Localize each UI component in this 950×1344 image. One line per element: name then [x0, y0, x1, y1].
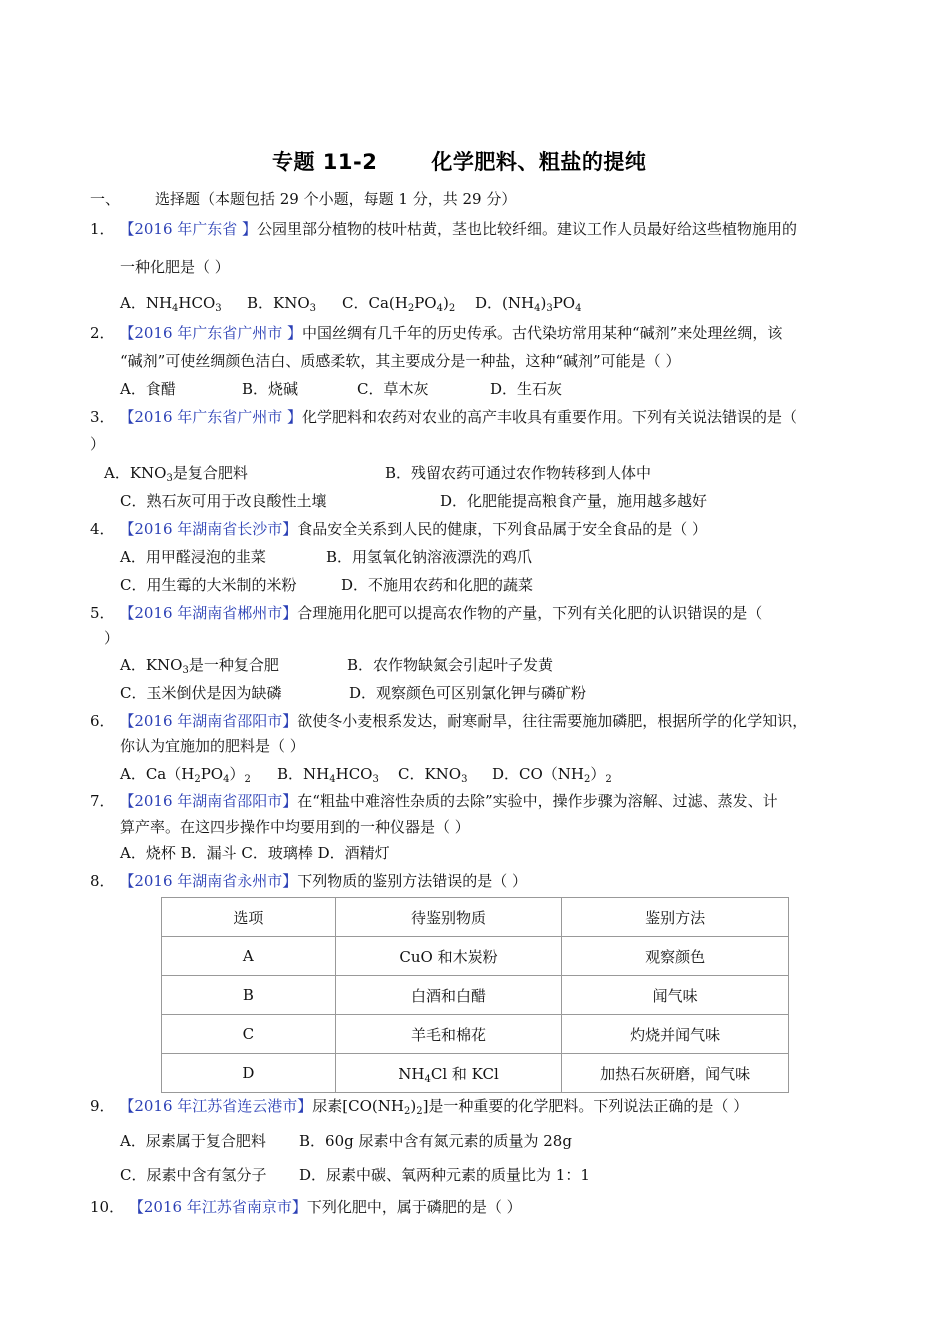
table-cell: CuO 和木炭粉 — [335, 937, 562, 976]
option-d: D．尿素中碳、氧两种元素的质量比为 1：1 — [299, 1166, 590, 1184]
option-b: B．60g 尿素中含有氮元素的质量为 28g — [299, 1132, 572, 1150]
question-text: 在“粗盐中难溶性杂质的去除”实验中，操作步骤为溶解、过滤、蒸发、计 — [297, 792, 778, 810]
question-7 — [90, 791, 778, 811]
table-cell: B — [162, 976, 336, 1015]
section-number: 一、 — [90, 190, 121, 208]
question-source: 【2016 年湖南省郴州市】 — [119, 604, 298, 622]
option-d: D．不施用农药和化肥的蔬菜 — [341, 576, 534, 594]
table-cell: 白酒和白醋 — [335, 976, 562, 1015]
question-3-text-cont: ） — [90, 435, 106, 453]
question-6-text-cont: 你认为宜施加的肥料是（ ） — [120, 737, 305, 755]
question-5 — [90, 603, 762, 623]
option-c: C．尿素中含有氢分子 — [120, 1166, 267, 1184]
option-a: A．用甲醛浸泡的韭菜 — [120, 548, 266, 566]
question-number: 6． — [90, 712, 115, 730]
option-a: A．$Ca(H_2PO_4)_2$ — [120, 765, 251, 785]
option-c: C．草木灰 — [357, 380, 429, 398]
question-text: 下列化肥中，属于磷肥的是（ ） — [306, 1198, 522, 1216]
table-header: 鉴别方法 — [562, 898, 789, 937]
table-row — [162, 1015, 789, 1054]
option-c: C．$Ca(H_2PO_4)_2$ — [342, 294, 456, 314]
question-number: 8． — [90, 872, 115, 890]
question-source: 【2016 年江苏省连云港市】 — [119, 1097, 313, 1115]
option-d: D．生石灰 — [490, 380, 563, 398]
question-number: 1． — [90, 220, 115, 238]
question-number: 10． — [90, 1198, 125, 1216]
question-1-options — [120, 293, 222, 313]
question-10 — [90, 1197, 522, 1217]
table-cell: D — [162, 1054, 336, 1093]
question-text: 中国丝绸有几千年的历史传承。古代染坊常用某种“碱剂”来处理丝绸，该 — [302, 324, 783, 342]
option-a: A．$KNO_3$是一种复合肥 — [120, 656, 279, 676]
table-row — [162, 937, 789, 976]
question-number: 9． — [90, 1097, 115, 1115]
question-text: 化学肥料和农药对农业的高产丰收具有重要作用。下列有关说法错误的是（ — [302, 408, 798, 426]
table-cell: 观察颜色 — [562, 937, 789, 976]
question-text: 公园里部分植物的枝叶枯黄，茎也比较纤细。建议工作人员最好给这些植物施用的 — [257, 220, 798, 238]
table-cell: 加热石灰研磨，闻气味 — [562, 1054, 789, 1093]
question-source: 【2016 年湖南省永州市】 — [119, 872, 298, 890]
question-source: 【2016 年湖南省长沙市】 — [119, 520, 298, 538]
option-b: B．$NH_4HCO_3$ — [277, 765, 379, 785]
question-source: 【2016 年广东省 】 — [119, 220, 258, 238]
table-cell: 灼烧并闻气味 — [562, 1015, 789, 1054]
question-source: 【2016 年广东省广州市 】 — [119, 324, 303, 342]
table-cell: 闻气味 — [562, 976, 789, 1015]
question-source: 【2016 年江苏省南京市】 — [128, 1198, 307, 1216]
question-4 — [90, 519, 707, 539]
option-a: A．$KNO_3$是复合肥料 — [104, 464, 248, 484]
option-a: A．$NH_4HCO_3$ — [120, 294, 222, 314]
question-text: 食品安全关系到人民的健康，下列食品属于安全食品的是（ ） — [297, 520, 708, 538]
question-text: 尿素$[CO(NH_2)_2]$是一种重要的化学肥料。下列说法正确的是（ ） — [312, 1097, 749, 1117]
table-cell: $NH_4Cl$ 和 KCl — [335, 1054, 562, 1093]
question-number: 3． — [90, 408, 115, 426]
question-2 — [90, 323, 782, 343]
table-cell: A — [162, 937, 336, 976]
question-9 — [90, 1096, 748, 1116]
option-a: A．食醋 — [120, 380, 176, 398]
question-5-text-cont: ） — [104, 629, 120, 647]
question-3 — [90, 407, 797, 427]
option-b: B．残留农药可通过农作物转移到人体中 — [385, 464, 652, 482]
option-c: C．玉米倒伏是因为缺磷 — [120, 684, 282, 702]
question-8 — [90, 871, 527, 891]
option-a: A．尿素属于复合肥料 — [120, 1132, 266, 1150]
option-c: C．$KNO_3$ — [398, 765, 468, 785]
identification-table — [161, 897, 789, 1093]
option-b: B．烧碱 — [242, 380, 299, 398]
question-1-text-cont: 一种化肥是（ ） — [120, 258, 230, 276]
question-6 — [90, 711, 807, 731]
question-2-text-cont: “碱剂”可使丝绸颜色洁白、质感柔软，其主要成分是一种盐，这种“碱剂”可能是（ ） — [120, 352, 681, 370]
question-7-options: A．烧杯 B．漏斗 C．玻璃棒 D．酒精灯 — [120, 844, 390, 862]
question-text: 下列物质的鉴别方法错误的是（ ） — [297, 872, 528, 890]
table-header: 选项 — [162, 898, 336, 937]
question-source: 【2016 年湖南省邵阳市】 — [119, 712, 298, 730]
option-d: D．观察颜色可区别氯化钾与磷矿粉 — [349, 684, 587, 702]
question-number: 5． — [90, 604, 115, 622]
section-heading — [90, 189, 120, 209]
table-cell: 羊毛和棉花 — [335, 1015, 562, 1054]
option-b: B．农作物缺氮会引起叶子发黄 — [347, 656, 554, 674]
question-number: 4． — [90, 520, 115, 538]
table-header: 待鉴别物质 — [335, 898, 562, 937]
section-text: 选择题（本题包括 29 个小题，每题 1 分，共 29 分） — [155, 190, 517, 208]
option-b: B．$KNO_3$ — [247, 294, 317, 314]
option-c: C．熟石灰可用于改良酸性土壤 — [120, 492, 327, 510]
table-header-row — [162, 898, 789, 937]
page-title — [272, 146, 646, 176]
question-7-text-cont: 算产率。在这四步操作中均要用到的一种仪器是（ ） — [120, 818, 470, 836]
option-c: C．用生霉的大米制的米粉 — [120, 576, 297, 594]
option-b: B．用氢氧化钠溶液漂洗的鸡爪 — [326, 548, 533, 566]
question-text: 合理施用化肥可以提高农作物的产量，下列有关化肥的认识错误的是（ — [297, 604, 763, 622]
question-number: 2． — [90, 324, 115, 342]
option-d: D．$CO(NH_2)_2$ — [492, 765, 612, 785]
question-source: 【2016 年广东省广州市 】 — [119, 408, 303, 426]
table-row — [162, 1054, 789, 1093]
title-topic: 化学肥料、粗盐的提纯 — [431, 150, 647, 174]
option-d: D．$(NH_4)_3PO_4$ — [475, 294, 582, 314]
question-number: 7． — [90, 792, 115, 810]
option-d: D．化肥能提高粮食产量，施用越多越好 — [440, 492, 708, 510]
question-text: 欲使冬小麦根系发达，耐寒耐旱，往往需要施加磷肥，根据所学的化学知识， — [297, 712, 808, 730]
table-row — [162, 976, 789, 1015]
table-cell: C — [162, 1015, 336, 1054]
title-number: 专题 11-2 — [272, 150, 378, 174]
question-source: 【2016 年湖南省邵阳市】 — [119, 792, 298, 810]
question-1 — [90, 219, 797, 239]
